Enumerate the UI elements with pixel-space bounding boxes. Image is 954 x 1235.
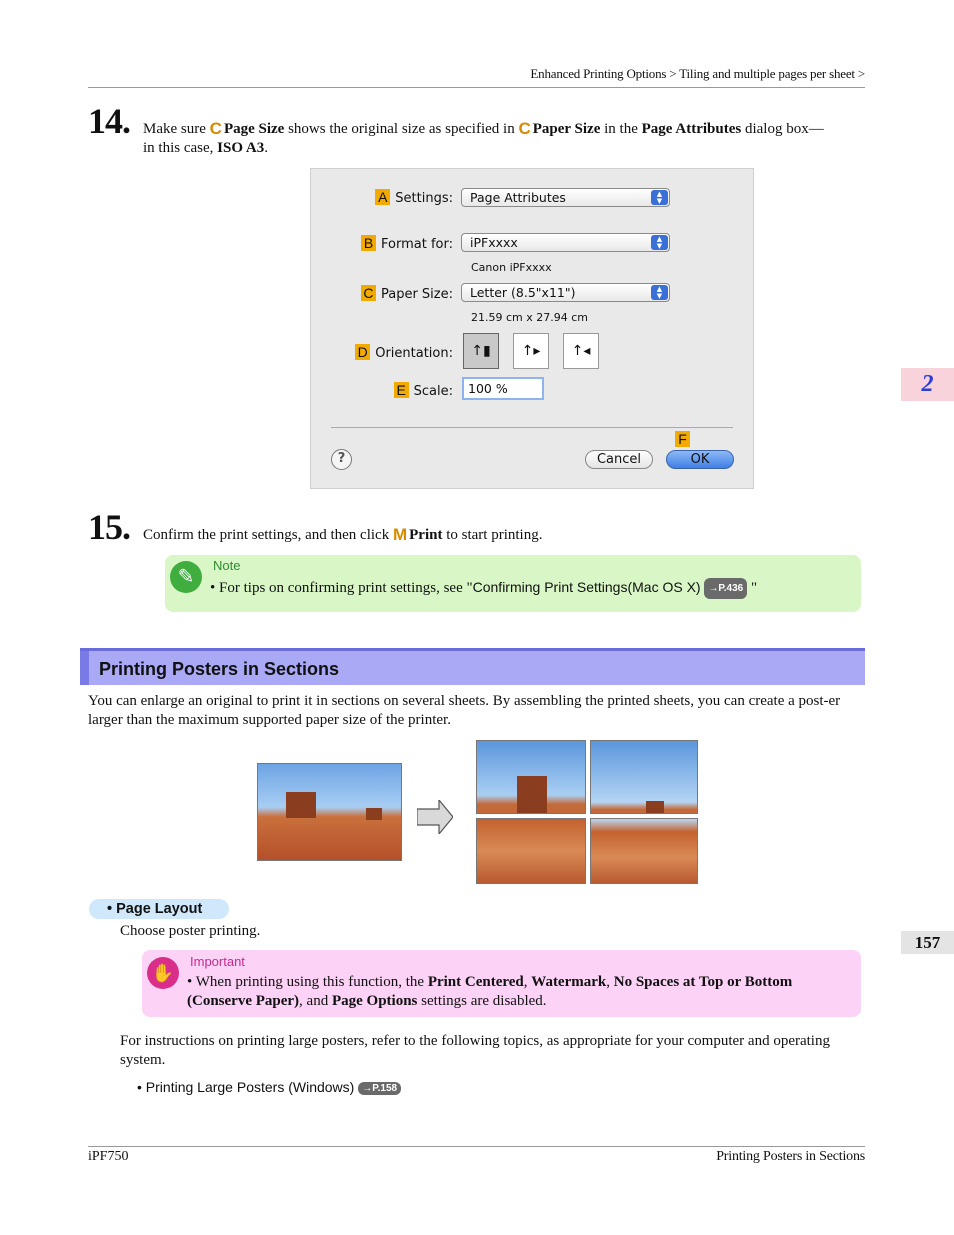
dialog-separator — [331, 427, 733, 428]
settings-popup-value: Page Attributes — [470, 190, 566, 205]
step-14-text-mid2: in the — [604, 121, 638, 137]
callout-badge-d: D — [355, 344, 370, 360]
step-15-text-pre: Confirm the print settings, and then click — [143, 527, 390, 543]
important-text — [187, 973, 847, 1011]
orientation-landscape-right-button[interactable] — [563, 333, 599, 369]
callout-badge-a: A — [375, 189, 390, 205]
page-options-term: Page Options — [331, 993, 418, 1009]
note-text-pre: For tips on confirming print settings, see " — [219, 580, 473, 596]
note-text — [210, 578, 757, 599]
step-14-text-post: dialog box— — [744, 121, 824, 137]
callout-badge-f: F — [675, 431, 690, 447]
paper-size-dimensions: 21.59 cm x 27.94 cm — [471, 311, 589, 324]
scale-label — [394, 382, 453, 399]
callout-badge-c: C — [361, 285, 376, 301]
step-15-number: 15. — [88, 507, 130, 547]
no-spaces-term: No Spaces at Top or Bottom (Conserve Paper) — [187, 974, 793, 1009]
page-layout-text: Choose poster printing. — [120, 923, 261, 939]
note-text-end: " — [750, 580, 758, 596]
note-box — [165, 555, 861, 612]
printing-large-posters-link[interactable]: Printing Large Posters (Windows) — [145, 1079, 355, 1095]
important-bullet: • — [187, 974, 193, 990]
step-15-text — [143, 525, 542, 545]
tile-butte — [517, 776, 547, 813]
cancel-button[interactable] — [585, 450, 653, 469]
important-text-post: settings are disabled. — [421, 993, 547, 1009]
poster-tile-top-left — [476, 740, 586, 814]
cancel-button-label: Cancel — [596, 452, 642, 467]
poster-tile-top-right — [590, 740, 698, 814]
format-for-label-text: Format for: — [381, 237, 453, 252]
page-number: 157 — [914, 933, 941, 952]
landscape-right-icon: ↑◂ — [571, 343, 591, 359]
step-14-number: 14. — [88, 101, 130, 141]
key-c-icon: C — [518, 119, 531, 138]
important-title: Important — [190, 954, 245, 969]
print-term: Print — [409, 527, 443, 543]
header-breadcrumb: Enhanced Printing Options > Tiling and multiple pages per sheet > — [530, 66, 865, 81]
format-for-label — [361, 235, 453, 252]
format-for-subtext: Canon iPFxxxx — [471, 261, 552, 274]
note-page-ref[interactable]: →P.436 — [704, 578, 747, 599]
watermark-term: Watermark — [531, 974, 607, 990]
section-header-accent — [80, 651, 89, 685]
important-sep: , and — [299, 993, 329, 1009]
popup-arrows-icon: ▲ ▼ — [651, 190, 668, 205]
butte-left — [286, 792, 316, 818]
landscape-left-icon: ↑▸ — [521, 343, 541, 359]
step-14-text — [143, 119, 863, 158]
instructions-link-item — [137, 1079, 401, 1095]
butte-right — [366, 808, 382, 820]
note-link[interactable]: Confirming Print Settings(Mac OS X) — [472, 579, 701, 595]
important-sep: , — [523, 974, 528, 990]
ok-button[interactable] — [666, 450, 734, 469]
scale-input-value: 100 % — [468, 381, 508, 396]
callout-badge-b: B — [361, 235, 376, 251]
iso-a3-term: ISO A3 — [217, 140, 265, 156]
instructions-text: For instructions on printing large posters, refer to the following topics, as appropriate for your computer and operating system. — [120, 1033, 830, 1068]
poster-tile-bottom-right — [590, 818, 698, 884]
paper-size-popup-value: Letter (8.5"x11") — [470, 285, 576, 300]
page-attributes-term: Page Attributes — [641, 121, 742, 137]
step-14-text-mid: shows the original size as specified in — [288, 121, 515, 137]
important-hand-icon: ✋ — [147, 957, 179, 989]
step-15-text-post: to start printing. — [446, 527, 543, 543]
page-number-tab — [901, 931, 954, 954]
page-layout-label-text: • Page Layout — [107, 901, 203, 917]
ok-button-label: OK — [690, 452, 710, 467]
poster-tile-bottom-left — [476, 818, 586, 884]
note-title: Note — [213, 558, 241, 573]
footer-section: Printing Posters in Sections — [716, 1149, 865, 1164]
orientation-portrait-button[interactable] — [463, 333, 499, 369]
page-size-term: Page Size — [223, 121, 285, 137]
paper-size-term: Paper Size — [532, 121, 601, 137]
page-layout-label — [89, 899, 229, 919]
orientation-label — [355, 344, 453, 361]
note-bullet: • — [210, 580, 216, 596]
format-for-popup-value: iPFxxxx — [470, 235, 518, 250]
paper-size-label-text: Paper Size: — [380, 287, 453, 302]
important-box — [142, 950, 861, 1017]
ok-callout — [675, 431, 695, 448]
section-title: Printing Posters in Sections — [99, 659, 340, 679]
instructions-bullet: • — [137, 1079, 142, 1095]
orientation-label-text: Orientation: — [375, 346, 453, 361]
help-icon: ? — [337, 451, 346, 466]
orientation-landscape-left-button[interactable] — [513, 333, 549, 369]
instructions-page-ref[interactable]: →P.158 — [358, 1082, 401, 1095]
settings-label-text: Settings: — [395, 191, 453, 206]
header-rule — [88, 87, 865, 88]
settings-popup[interactable] — [461, 188, 670, 207]
popup-arrows-icon: ▲ ▼ — [651, 285, 668, 300]
chapter-tab[interactable] — [901, 368, 954, 401]
scale-label-text: Scale: — [413, 384, 453, 399]
chapter-number: 2 — [921, 371, 934, 397]
callout-badge-e: E — [394, 382, 409, 398]
important-sep: , — [606, 974, 610, 990]
help-button[interactable] — [331, 449, 352, 470]
step-14-line2: in this case, — [143, 140, 214, 156]
note-pencil-icon: ✎ — [170, 561, 202, 593]
portrait-icon: ↑▮ — [471, 343, 491, 359]
scale-input[interactable] — [462, 377, 544, 400]
page-attributes-dialog — [310, 168, 754, 489]
paper-size-popup[interactable] — [461, 283, 670, 302]
settings-label — [375, 189, 453, 206]
print-centered-term: Print Centered — [427, 974, 524, 990]
key-c-icon: C — [209, 119, 222, 138]
key-m-icon: M — [392, 525, 408, 544]
footer-rule — [88, 1146, 865, 1147]
poster-illustration — [255, 740, 700, 885]
step-14-period: . — [264, 140, 269, 156]
format-for-popup[interactable] — [461, 233, 670, 252]
tile-butte — [646, 801, 664, 813]
footer-model: iPF750 — [88, 1149, 129, 1164]
paper-size-label — [361, 285, 453, 302]
popup-arrows-icon: ▲ ▼ — [651, 235, 668, 250]
original-photo — [257, 763, 402, 861]
section-header — [80, 648, 865, 685]
step-14-text-pre: Make sure — [143, 121, 206, 137]
important-text-pre: When printing using this function, the — [195, 974, 425, 990]
section-intro: You can enlarge an original to print it in sections on several sheets. By assembling the printed sheets, you can create a post-er larger than the maximum supported paper size of the printer. — [88, 693, 841, 728]
